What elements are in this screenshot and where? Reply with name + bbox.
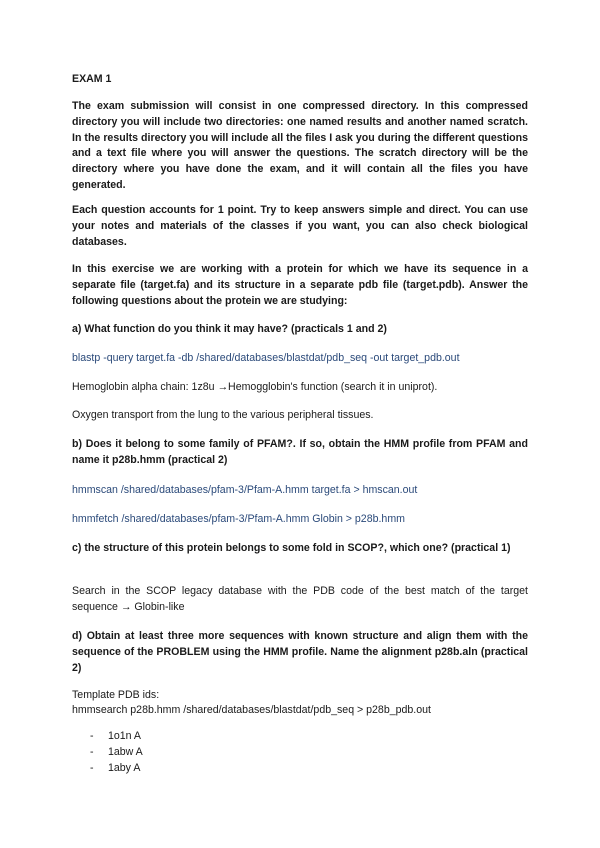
intro-paragraph-points: Each question accounts for 1 point. Try to keep answers simple and direct. You can use your notes and materials of the classes if you want, you can also check biological databases. xyxy=(72,204,528,248)
question-d-command: hmmsearch p28b.hmm /shared/databases/blastdat/pdb_seq > p28b_pdb.out xyxy=(72,704,431,716)
exam-title: EXAM 1 xyxy=(72,73,112,85)
question-c-answer: Search in the SCOP legacy database with the PDB code of the best match of the target sequence → Globin-like xyxy=(72,585,528,613)
list-item: - 1o1n A xyxy=(90,730,141,742)
list-item-text: 1abw A xyxy=(108,745,143,758)
question-a-answer-2: Oxygen transport from the lung to the various peripheral tissues. xyxy=(72,409,374,421)
question-c: c) the structure of this protein belongs to some fold in SCOP?, which one? (practical 1) xyxy=(72,542,511,554)
intro-paragraph-exercise: In this exercise we are working with a protein for which we have its sequence in a separate file (target.fa) and its structure in a separate pdb file (target.pdb). Answer the following questions about the protein we are studying: xyxy=(72,263,528,307)
question-a-command: blastp -query target.fa -db /shared/databases/blastdat/pdb_seq -out target_pdb.out xyxy=(72,352,460,364)
list-item: - 1aby A xyxy=(90,761,141,774)
question-d: d) Obtain at least three more sequences with known structure and align them with the sequence of the PROBLEM using the HMM profile. Name the alignment p28b.aln (practical 2) xyxy=(72,630,528,674)
intro-paragraph-submission: The exam submission will consist in one compressed directory. In this compressed directory you will include two directories: one named results and another named scratch. In the results directory you will include all the files I ask you during the different questions and a text file where you will answer the questions. The scratch directory will be the directory where you have done the exam, and it will contain all the files you have generated. xyxy=(72,100,528,191)
question-d-label: Template PDB ids: xyxy=(72,689,160,701)
question-a-answer-1: Hemoglobin alpha chain: 1z8u →Hemogglobin's function (search it in uniprot). xyxy=(72,381,438,393)
question-b-command-2: hmmfetch /shared/databases/pfam-3/Pfam-A.hmm Globin > p28b.hmm xyxy=(72,513,405,525)
template-pdb-list xyxy=(72,729,143,776)
list-item-text: 1aby A xyxy=(108,761,141,774)
list-item: - 1abw A xyxy=(90,745,143,758)
question-a: a) What function do you think it may have? (practicals 1 and 2) xyxy=(72,323,387,335)
list-item-text: 1o1n A xyxy=(108,730,141,742)
question-b-command-1: hmmscan /shared/databases/pfam-3/Pfam-A.hmm target.fa > hmscan.out xyxy=(72,484,418,496)
question-b: b) Does it belong to some family of PFAM?. If so, obtain the HMM profile from PFAM and name it p28b.hmm (practical 2) xyxy=(72,438,528,466)
